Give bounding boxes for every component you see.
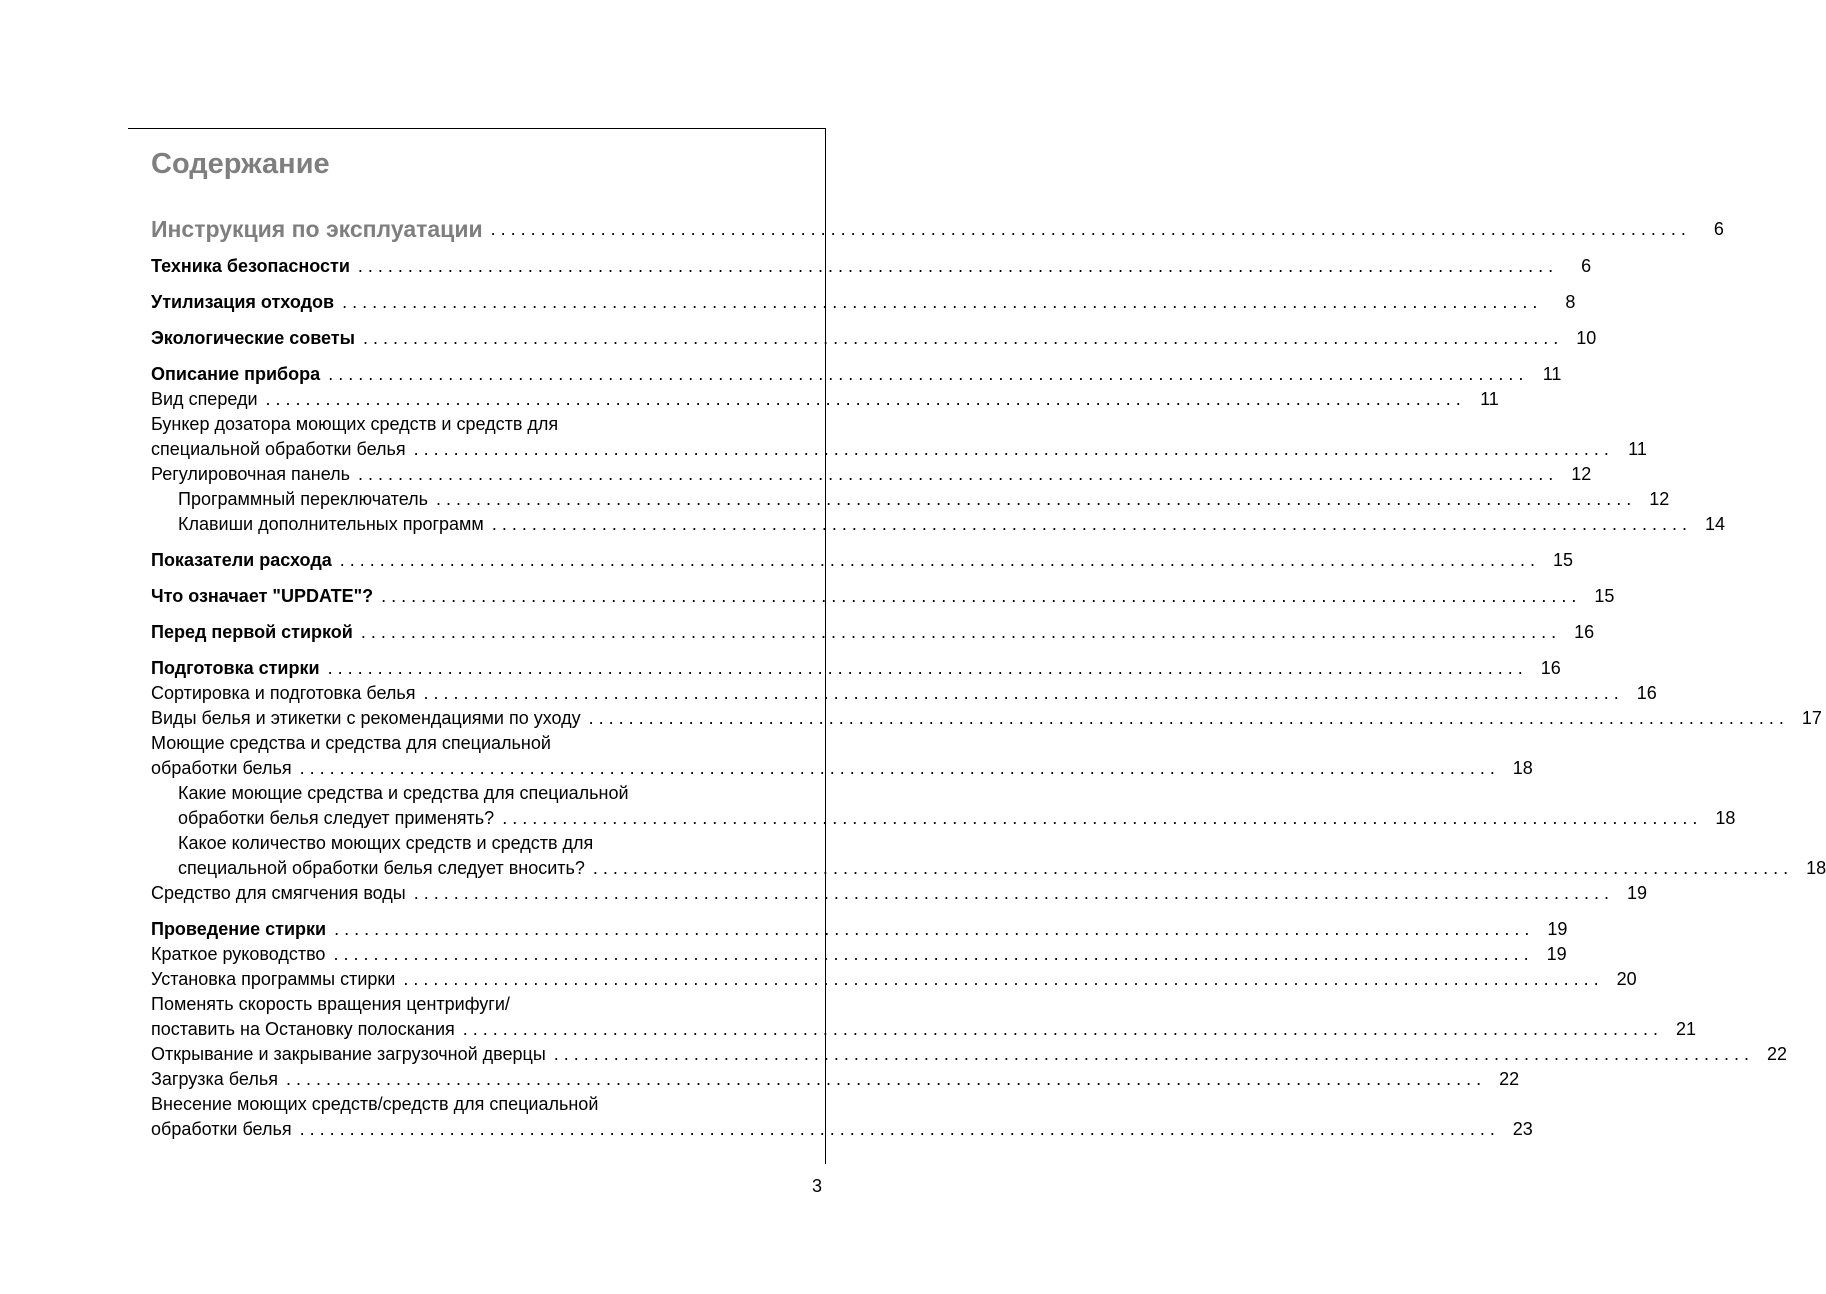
toc-entry[interactable] [151, 706, 1822, 731]
toc-entry-line [151, 756, 1533, 781]
toc-entry-title: Загрузка белья [151, 1069, 278, 1089]
dot-leader: . . . . . . . . . . . . . . . . . . . . . . . . . . . . . . . . . . . . . . . . . . . . . . . . . . . . . . . . . . . . . . . . . . . . . . . . . . . . . . . . . . . . . . . . . . . . . . . . . . . . . . . . . . . . . . . . . . . . . . . . [403, 969, 1599, 989]
toc-entry-page: 22 [1499, 1069, 1520, 1089]
toc-entry-line [151, 992, 803, 1017]
dot-leader: . . . . . . . . . . . . . . . . . . . . . . . . . . . . . . . . . . . . . . . . . . . . . . . . . . . . . . . . . . . . . . . . . . . . . . . . . . . . . . . . . . . . . . . . . . . . . . . . . . . . . . . . . . . . . . . . . . . . . . . . [588, 708, 1784, 728]
dot-leader: . . . . . . . . . . . . . . . . . . . . . . . . . . . . . . . . . . . . . . . . . . . . . . . . . . . . . . . . . . . . . . . . . . . . . . . . . . . . . . . . . . . . . . . . . . . . . . . . . . . . . . . . . . . . . . . . . . . . . . . . [462, 1019, 1658, 1039]
toc-entry-line [151, 512, 1726, 537]
toc-entry-line [151, 620, 1595, 645]
dot-leader: . . . . . . . . . . . . . . . . . . . . . . . . . . . . . . . . . . . . . . . . . . . . . . . . . . . . . . . . . . . . . . . . . . . . . . . . . . . . . . . . . . . . . . . . . . . . . . . . . . . . . . . . . . . . . . . . . . . . . . . . [339, 550, 1535, 570]
dot-leader: . . . . . . . . . . . . . . . . . . . . . . . . . . . . . . . . . . . . . . . . . . . . . . . . . . . . . . . . . . . . . . . . . . . . . . . . . . . . . . . . . . . . . . . . . . . . . . . . . . . . . . . . . . . . . . . . . . . . . . . . [299, 758, 1495, 778]
toc-entry-page: 21 [1675, 1019, 1696, 1039]
toc-entry[interactable] [151, 548, 1573, 573]
toc-entry-line [151, 731, 803, 756]
dot-leader: . . . . . . . . . . . . . . . . . . . . . . . . . . . . . . . . . . . . . . . . . . . . . . . . . . . . . . . . . . . . . . . . . . . . . . . . . . . . . . . . . . . . . . . . . . . . . . . . . . . . . . . . . . . . . . . . . . . . . . . . [502, 808, 1698, 828]
toc-entry-line [151, 917, 1568, 942]
toc-entry-page: 19 [1547, 919, 1568, 939]
dot-leader: . . . . . . . . . . . . . . . . . . . . . . . . . . . . . . . . . . . . . . . . . . . . . . . . . . . . . . . . . . . . . . . . . . . . . . . . . . . . . . . . . . . . . . . . . . . . . . . . . . . . . . . . . . . . . . . . . . . . . . . . [334, 919, 1530, 939]
dot-leader: . . . . . . . . . . . . . . . . . . . . . . . . . . . . . . . . . . . . . . . . . . . . . . . . . . . . . . . . . . . . . . . . . . . . . . . . . . . . . . . . . . . . . . . . . . . . . . . . . . . . . . . . . . . . . . . . . . . . . . . . [423, 683, 1619, 703]
toc-entry-title: Регулировочная панель [151, 464, 351, 484]
toc-entry-page: 11 [1480, 389, 1499, 409]
dot-leader: . . . . . . . . . . . . . . . . . . . . . . . . . . . . . . . . . . . . . . . . . . . . . . . . . . . . . . . . . . . . . . . . . . . . . . . . . . . . . . . . . . . . . . . . . . . . . . . . . . . . . . . . . . . . . . . . . . . . . . . . [358, 464, 1554, 484]
toc-entry-line [151, 215, 1724, 243]
toc-entry-line [151, 1042, 1788, 1067]
toc-entry-title: Краткое руководство [151, 944, 326, 964]
toc-entry-page: 6 [1581, 256, 1592, 276]
toc-entry-line [151, 362, 1562, 387]
toc-entry-title: Показатели расхода [151, 550, 332, 570]
toc-entry[interactable] [151, 387, 1499, 412]
toc-entry[interactable] [151, 215, 1724, 243]
toc-entry-line [151, 1092, 803, 1117]
dot-leader: . . . . . . . . . . . . . . . . . . . . . . . . . . . . . . . . . . . . . . . . . . . . . . . . . . . . . . . . . . . . . . . . . . . . . . . . . . . . . . . . . . . . . . . . . . . . . . . . . . . . . . . . . . . . . . . . . . . . . . . . [285, 1069, 1482, 1089]
toc-entry-line [151, 1017, 1696, 1042]
toc-entry-page: 23 [1512, 1119, 1533, 1139]
dot-leader: . . . . . . . . . . . . . . . . . . . . . . . . . . . . . . . . . . . . . . . . . . . . . . . . . . . . . . . . . . . . . . . . . . . . . . . . . . . . . . . . . . . . . . . . . . . . . . . . . . . . . . . . . . . . . . . . . . . . . . . . [490, 219, 1686, 239]
frame-top-rule [128, 128, 826, 129]
toc-entry[interactable] [151, 781, 1736, 831]
toc-entry[interactable] [151, 326, 1597, 351]
toc-entry-title: поставить на Остановку полоскания [151, 1019, 455, 1039]
toc-entry[interactable] [151, 362, 1562, 387]
toc-entry-page: 16 [1636, 683, 1657, 703]
toc-entry-line [151, 254, 1592, 279]
toc-entry[interactable] [151, 1067, 1520, 1092]
toc-entry-title: Инструкция по эксплуатации [151, 216, 483, 242]
toc-entry-page: 16 [1540, 658, 1561, 678]
toc-entry-title: Утилизация отходов [151, 292, 335, 312]
dot-leader: . . . . . . . . . . . . . . . . . . . . . . . . . . . . . . . . . . . . . . . . . . . . . . . . . . . . . . . . . . . . . . . . . . . . . . . . . . . . . . . . . . . . . . . . . . . . . . . . . . . . . . . . . . . . . . . . . . . . . . . . [491, 514, 1688, 534]
toc-entry[interactable] [151, 656, 1561, 681]
toc-entry-page: 6 [1713, 219, 1724, 239]
dot-leader: . . . . . . . . . . . . . . . . . . . . . . . . . . . . . . . . . . . . . . . . . . . . . . . . . . . . . . . . . . . . . . . . . . . . . . . . . . . . . . . . . . . . . . . . . . . . . . . . . . . . . . . . . . . . . . . . . . . . . . . . [436, 489, 1632, 509]
dot-leader: . . . . . . . . . . . . . . . . . . . . . . . . . . . . . . . . . . . . . . . . . . . . . . . . . . . . . . . . . . . . . . . . . . . . . . . . . . . . . . . . . . . . . . . . . . . . . . . . . . . . . . . . . . . . . . . . . . . . . . . . [553, 1044, 1750, 1064]
toc-entry-line [151, 942, 1567, 967]
toc-entry-line [151, 781, 803, 806]
toc-entry-line [151, 967, 1637, 992]
dot-leader: . . . . . . . . . . . . . . . . . . . . . . . . . . . . . . . . . . . . . . . . . . . . . . . . . . . . . . . . . . . . . . . . . . . . . . . . . . . . . . . . . . . . . . . . . . . . . . . . . . . . . . . . . . . . . . . . . . . . . . . . [363, 328, 1559, 348]
toc-entry[interactable] [151, 584, 1615, 609]
toc-entry-title: Моющие средства и средства для специальной [151, 733, 551, 753]
dot-leader: . . . . . . . . . . . . . . . . . . . . . . . . . . . . . . . . . . . . . . . . . . . . . . . . . . . . . . . . . . . . . . . . . . . . . . . . . . . . . . . . . . . . . . . . . . . . . . . . . . . . . . . . . . . . . . . . . . . . . . . . [413, 439, 1609, 459]
toc-entry-line [151, 856, 1826, 881]
toc-entry-page: 18 [1512, 758, 1533, 778]
toc-entry-page: 17 [1801, 708, 1822, 728]
toc-entry-title: Клавиши дополнительных программ [178, 514, 484, 534]
toc-entry-title: Подготовка стирки [151, 658, 320, 678]
toc-entry[interactable] [151, 254, 1592, 279]
toc-entry-page: 11 [1542, 364, 1562, 384]
toc-entry-line [151, 656, 1561, 681]
toc-entry[interactable] [151, 992, 1696, 1042]
toc-entry-page: 15 [1594, 586, 1615, 606]
toc-entry-line [151, 881, 1647, 906]
dot-leader: . . . . . . . . . . . . . . . . . . . . . . . . . . . . . . . . . . . . . . . . . . . . . . . . . . . . . . . . . . . . . . . . . . . . . . . . . . . . . . . . . . . . . . . . . . . . . . . . . . . . . . . . . . . . . . . . . . . . . . . . [342, 292, 1538, 312]
toc-entry-line [151, 681, 1657, 706]
page-number: 3 [812, 1176, 823, 1196]
toc-entry[interactable] [151, 412, 1647, 462]
toc-entry-title: Описание прибора [151, 364, 321, 384]
toc-entry[interactable] [151, 462, 1592, 487]
toc-entry[interactable] [151, 290, 1576, 315]
toc-entry[interactable] [151, 917, 1568, 942]
toc-entry-line [151, 706, 1822, 731]
toc-entry[interactable] [151, 831, 1826, 881]
toc-entry-page: 22 [1767, 1044, 1788, 1064]
toc-entry[interactable] [151, 967, 1637, 992]
toc-entry-title: Открывание и закрывание загрузочной дверцы [151, 1044, 546, 1064]
toc-entry-page: 19 [1626, 883, 1647, 903]
dot-leader: . . . . . . . . . . . . . . . . . . . . . . . . . . . . . . . . . . . . . . . . . . . . . . . . . . . . . . . . . . . . . . . . . . . . . . . . . . . . . . . . . . . . . . . . . . . . . . . . . . . . . . . . . . . . . . . . . . . . . . . . [265, 389, 1461, 409]
toc-entry[interactable] [151, 1042, 1788, 1067]
toc-entry-page: 20 [1616, 969, 1637, 989]
toc-entry-title: обработки белья [151, 1119, 292, 1139]
toc-entry-title: Внесение моющих средств/средств для специальной [151, 1094, 599, 1114]
toc-entry-title: специальной обработки белья следует вносить? [178, 858, 585, 878]
toc-entry-title: Установка программы стирки [151, 969, 396, 989]
toc-entry-line [151, 387, 1499, 412]
toc-entry-title: Экологические советы [151, 328, 355, 348]
toc-entry[interactable] [151, 1092, 1533, 1142]
toc-entry-line [151, 1067, 1520, 1092]
toc-entry-line [151, 290, 1576, 315]
toc-entry[interactable] [151, 487, 1670, 512]
dot-leader: . . . . . . . . . . . . . . . . . . . . . . . . . . . . . . . . . . . . . . . . . . . . . . . . . . . . . . . . . . . . . . . . . . . . . . . . . . . . . . . . . . . . . . . . . . . . . . . . . . . . . . . . . . . . . . . . . . . . . . . . [357, 256, 1554, 276]
toc-entry-page: 11 [1628, 439, 1647, 459]
toc-entry-title: Проведение стирки [151, 919, 327, 939]
table-of-contents [151, 215, 1826, 1142]
dot-leader: . . . . . . . . . . . . . . . . . . . . . . . . . . . . . . . . . . . . . . . . . . . . . . . . . . . . . . . . . . . . . . . . . . . . . . . . . . . . . . . . . . . . . . . . . . . . . . . . . . . . . . . . . . . . . . . . . . . . . . . . [327, 658, 1523, 678]
dot-leader: . . . . . . . . . . . . . . . . . . . . . . . . . . . . . . . . . . . . . . . . . . . . . . . . . . . . . . . . . . . . . . . . . . . . . . . . . . . . . . . . . . . . . . . . . . . . . . . . . . . . . . . . . . . . . . . . . . . . . . . . [413, 883, 1609, 903]
toc-entry-title: Какие моющие средства и средства для специальной [178, 783, 629, 803]
toc-entry-line [151, 487, 1670, 512]
toc-entry[interactable] [151, 731, 1533, 781]
page-title: Содержание [151, 148, 330, 180]
toc-entry[interactable] [151, 942, 1567, 967]
toc-entry-page: 12 [1649, 489, 1670, 509]
toc-entry-line [151, 437, 1647, 462]
toc-entry[interactable] [151, 681, 1657, 706]
toc-entry-title: Перед первой стиркой [151, 622, 353, 642]
toc-entry-title: Вид спереди [151, 389, 258, 409]
toc-entry-line [151, 548, 1573, 573]
toc-entry-title: Средство для смягчения воды [151, 883, 406, 903]
toc-entry-title: Виды белья и этикетки с рекомендациями по уходу [151, 708, 581, 728]
dot-leader: . . . . . . . . . . . . . . . . . . . . . . . . . . . . . . . . . . . . . . . . . . . . . . . . . . . . . . . . . . . . . . . . . . . . . . . . . . . . . . . . . . . . . . . . . . . . . . . . . . . . . . . . . . . . . . . . . . . . . . . . [328, 364, 1524, 384]
toc-entry-line [151, 462, 1592, 487]
toc-entry-title: специальной обработки белья [151, 439, 406, 459]
toc-entry-line [151, 1117, 1533, 1142]
toc-entry-page: 8 [1565, 292, 1576, 312]
toc-entry-title: Поменять скорость вращения центрифуги/ [151, 994, 510, 1014]
toc-entry-title: Бункер дозатора моющих средств и средств для [151, 414, 559, 434]
toc-entry[interactable] [151, 881, 1647, 906]
toc-entry-line [151, 412, 803, 437]
toc-entry-title: обработки белья [151, 758, 292, 778]
toc-entry-page: 18 [1715, 808, 1736, 828]
toc-entry-line [151, 326, 1597, 351]
frame-right-rule [825, 128, 826, 1164]
toc-entry-page: 10 [1576, 328, 1597, 348]
toc-entry-page: 14 [1705, 514, 1726, 534]
toc-entry-title: Что означает "UPDATE"? [151, 586, 374, 606]
dot-leader: . . . . . . . . . . . . . . . . . . . . . . . . . . . . . . . . . . . . . . . . . . . . . . . . . . . . . . . . . . . . . . . . . . . . . . . . . . . . . . . . . . . . . . . . . . . . . . . . . . . . . . . . . . . . . . . . . . . . . . . . [592, 858, 1789, 878]
toc-entry[interactable] [151, 620, 1595, 645]
toc-entry-page: 18 [1806, 858, 1826, 878]
toc-entry-line [151, 831, 803, 856]
dot-leader: . . . . . . . . . . . . . . . . . . . . . . . . . . . . . . . . . . . . . . . . . . . . . . . . . . . . . . . . . . . . . . . . . . . . . . . . . . . . . . . . . . . . . . . . . . . . . . . . . . . . . . . . . . . . . . . . . . . . . . . . [360, 622, 1557, 642]
toc-entry-line [151, 584, 1615, 609]
dot-leader: . . . . . . . . . . . . . . . . . . . . . . . . . . . . . . . . . . . . . . . . . . . . . . . . . . . . . . . . . . . . . . . . . . . . . . . . . . . . . . . . . . . . . . . . . . . . . . . . . . . . . . . . . . . . . . . . . . . . . . . . [299, 1119, 1495, 1139]
toc-entry-page: 19 [1546, 944, 1567, 964]
toc-entry-title: Техника безопасности [151, 256, 350, 276]
toc-entry-page: 12 [1571, 464, 1592, 484]
toc-entry-title: Программный переключатель [178, 489, 429, 509]
toc-entry[interactable] [151, 512, 1726, 537]
toc-entry-page: 16 [1574, 622, 1595, 642]
toc-entry-line [151, 806, 1736, 831]
toc-entry-title: Сортировка и подготовка белья [151, 683, 416, 703]
dot-leader: . . . . . . . . . . . . . . . . . . . . . . . . . . . . . . . . . . . . . . . . . . . . . . . . . . . . . . . . . . . . . . . . . . . . . . . . . . . . . . . . . . . . . . . . . . . . . . . . . . . . . . . . . . . . . . . . . . . . . . . . [381, 586, 1577, 606]
toc-entry-title: Какое количество моющих средств и средств для [178, 833, 594, 853]
toc-entry-page: 15 [1552, 550, 1573, 570]
dot-leader: . . . . . . . . . . . . . . . . . . . . . . . . . . . . . . . . . . . . . . . . . . . . . . . . . . . . . . . . . . . . . . . . . . . . . . . . . . . . . . . . . . . . . . . . . . . . . . . . . . . . . . . . . . . . . . . . . . . . . . . . [333, 944, 1529, 964]
toc-entry-title: обработки белья следует применять? [178, 808, 495, 828]
